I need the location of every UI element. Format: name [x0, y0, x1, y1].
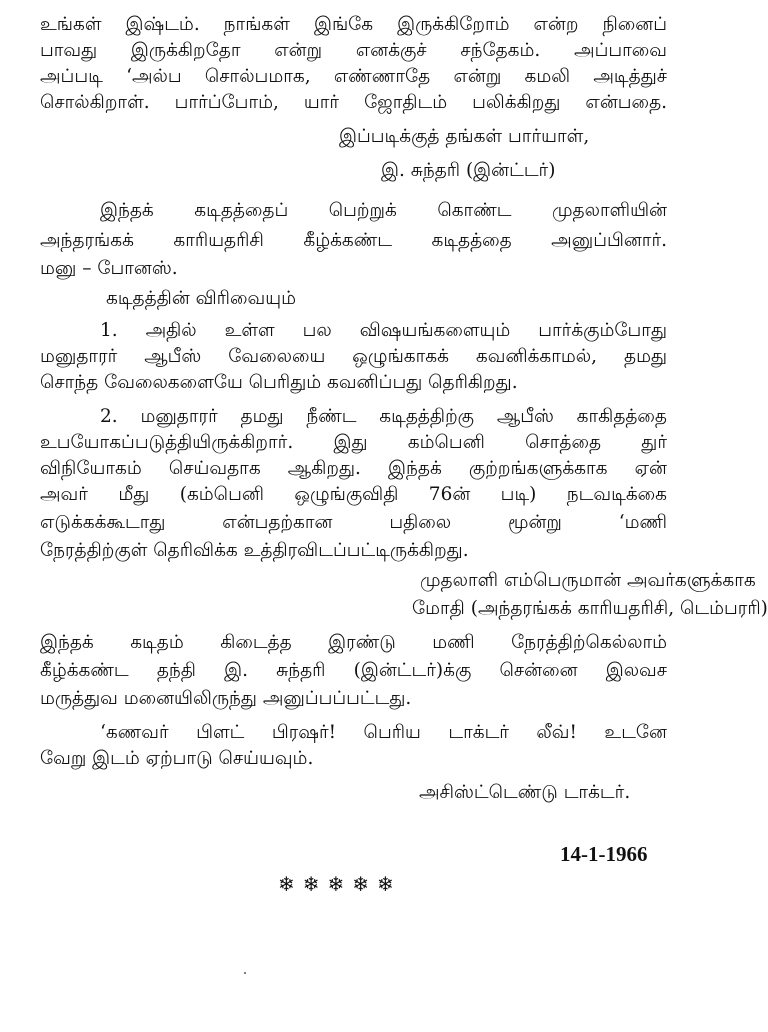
- paragraph-line: மனுதாரர் ஆபீஸ் வேலையை ஒழுங்காகக் கவனிக்காமல், தமது: [40, 346, 667, 367]
- telegram-line: வேறு இடம் ஏற்பாடு செய்யவும்.: [40, 748, 314, 769]
- paragraph-line: விநியோகம் செய்வதாக ஆகிறது. இந்தக் குற்றங்களுக்காக ஏன்: [40, 458, 667, 479]
- paragraph-line: இந்தக் கடிதம் கிடைத்த இரண்டு மணி நேரத்திற்கெல்லாம்: [40, 632, 667, 653]
- paragraph-line: சொந்த வேலைகளையே பெரிதும் கவனிப்பது தெரிகிறது.: [40, 372, 518, 393]
- sender-line: முதலாளி எம்பெருமான் அவர்களுக்காக: [420, 570, 756, 591]
- ornament-divider: ❄❄❄❄❄: [278, 872, 402, 896]
- telegram-sender: அசிஸ்ட்டெண்டு டாக்டர்.: [419, 782, 631, 803]
- paragraph-line: உபயோகப்படுத்தியிருக்கிறார். இது கம்பெனி சொத்தை துர்: [40, 432, 667, 453]
- paragraph-line: மருத்துவ மனையிலிருந்து அனுப்பப்பட்டது.: [40, 688, 412, 709]
- paragraph-line: அப்படி ‘அல்ப சொல்பமாக, எண்ணாதே என்று கமலி அடித்துச்: [40, 66, 667, 87]
- paragraph-line: சொல்கிறாள். பார்ப்போம், யார் ஜோதிடம் பலிக்கிறது என்பதை.: [40, 92, 667, 113]
- paragraph-line: எடுக்கக்கூடாது என்பதற்கான பதிலை மூன்று ‘மணி: [40, 512, 667, 533]
- paragraph-line: உங்கள் இஷ்டம். நாங்கள் இங்கே இருக்கிறோம் என்ற நினைப்: [40, 14, 667, 35]
- letter-closing: இப்படிக்குத் தங்கள் பார்யாள்,: [339, 126, 590, 147]
- paragraph-line: பாவது இருக்கிறதோ என்று எனக்குச் சந்தேகம். அப்பாவை: [40, 40, 667, 61]
- sender-signature: மோதி (அந்தரங்கக் காரியதரிசி, டெம்பரரி): [412, 598, 768, 619]
- paragraph-line: அவர் மீது (கம்பெனி ஒழுங்குவிதி 76ன் படி) நடவடிக்கை: [40, 484, 667, 505]
- paragraph-line: கீழ்க்கண்ட தந்தி இ. சுந்தரி (இன்ட்டர்)க்கு சென்னை இலவச: [40, 660, 667, 681]
- scan-speck: [244, 972, 246, 974]
- paragraph-line: கடிதத்தின் விரிவையும்: [106, 288, 296, 309]
- letter-signature: இ. சுந்தரி (இன்ட்டர்): [381, 160, 556, 181]
- paragraph-line: அந்தரங்கக் காரியதரிசி கீழ்க்கண்ட கடிதத்தை அனுப்பினார்.: [40, 230, 667, 251]
- telegram-line: ‘கணவர் பிளட் பிரஷர்! பெரிய டாக்டர் லீவ்! உடனே: [100, 722, 667, 743]
- story-date: 14-1-1966: [560, 842, 648, 866]
- numbered-item: 2. மனுதாரர் தமது நீண்ட கடிதத்திற்கு ஆபீஸ் காகிதத்தை: [100, 406, 667, 427]
- paragraph-line: நேரத்திற்குள் தெரிவிக்க உத்திரவிடப்பட்டிருக்கிறது.: [40, 540, 469, 561]
- numbered-item: 1. அதில் உள்ள பல விஷயங்களையும் பார்க்கும்போது: [100, 320, 667, 341]
- subject-line: மனு – போனஸ்.: [40, 258, 178, 279]
- paragraph-line: இந்தக் கடிதத்தைப் பெற்றுக் கொண்ட முதலாளியின்: [100, 200, 667, 221]
